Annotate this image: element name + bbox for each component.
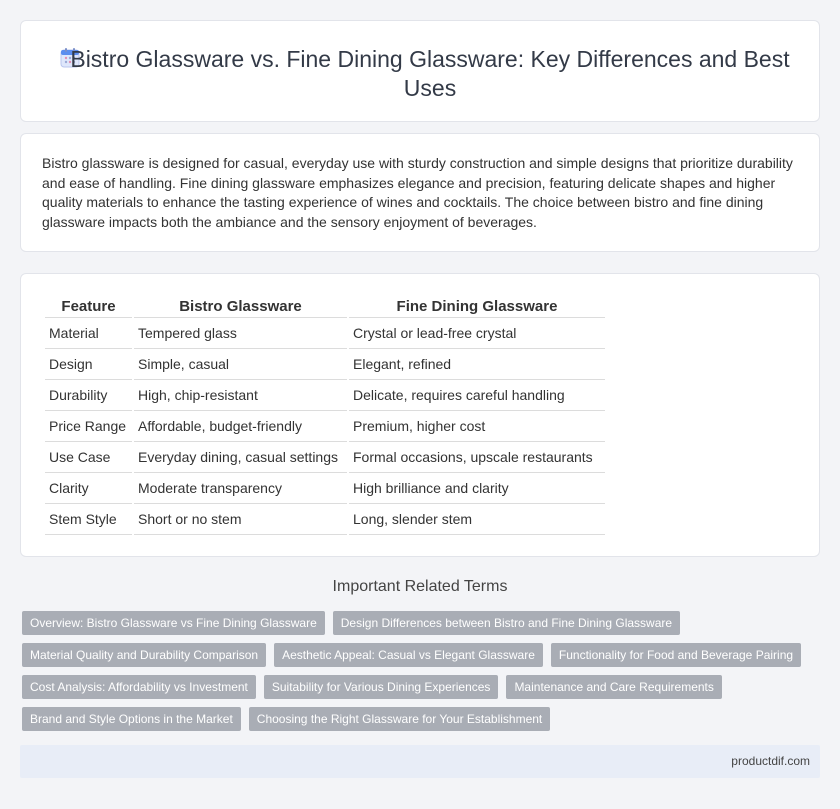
fine-dining-cell: Crystal or lead-free crystal bbox=[349, 318, 605, 349]
footer-bar bbox=[20, 745, 820, 778]
related-terms-list bbox=[22, 611, 802, 731]
related-term-tag[interactable]: Aesthetic Appeal: Casual vs Elegant Glassware bbox=[274, 643, 543, 667]
related-term-tag[interactable]: Functionality for Food and Beverage Pairing bbox=[551, 643, 801, 667]
feature-cell: Price Range bbox=[45, 411, 132, 442]
table-row bbox=[45, 473, 605, 504]
related-term-tag[interactable]: Choosing the Right Glassware for Your Establishment bbox=[249, 707, 551, 731]
title-card bbox=[20, 20, 820, 122]
bistro-cell: Tempered glass bbox=[134, 318, 347, 349]
related-term-tag[interactable]: Suitability for Various Dining Experiences bbox=[264, 675, 499, 699]
header-fine-dining: Fine Dining Glassware bbox=[349, 296, 605, 318]
feature-cell: Use Case bbox=[45, 442, 132, 473]
feature-cell: Clarity bbox=[45, 473, 132, 504]
fine-dining-cell: Premium, higher cost bbox=[349, 411, 605, 442]
table-header-row bbox=[45, 296, 605, 318]
related-term-tag[interactable]: Overview: Bistro Glassware vs Fine Dining Glassware bbox=[22, 611, 325, 635]
fine-dining-cell: Delicate, requires careful handling bbox=[349, 380, 605, 411]
table-row bbox=[45, 411, 605, 442]
fine-dining-cell: High brilliance and clarity bbox=[349, 473, 605, 504]
bistro-cell: High, chip-resistant bbox=[134, 380, 347, 411]
table-row bbox=[45, 349, 605, 380]
feature-cell: Durability bbox=[45, 380, 132, 411]
related-terms-heading: Important Related Terms bbox=[332, 578, 508, 595]
bistro-cell: Everyday dining, casual settings bbox=[134, 442, 347, 473]
bistro-cell: Moderate transparency bbox=[134, 473, 347, 504]
fine-dining-cell: Elegant, refined bbox=[349, 349, 605, 380]
related-term-tag[interactable]: Design Differences between Bistro and Fine Dining Glassware bbox=[333, 611, 680, 635]
intro-text: Bistro glassware is designed for casual, everyday use with sturdy construction and simple designs that prioritize durability and ease of handling. Fine dining glassware emphasizes elegance and precision, featuring delicate shapes and higher quality materials to enhance the tasting experience of wines and cocktails. The choice between bistro and fine dining glassware impacts both the ambiance and the sensory enjoyment of beverages. bbox=[42, 155, 793, 230]
bistro-cell: Short or no stem bbox=[134, 504, 347, 535]
feature-cell: Material bbox=[45, 318, 132, 349]
header-feature: Feature bbox=[45, 296, 132, 318]
comparison-table bbox=[43, 296, 607, 535]
fine-dining-cell: Formal occasions, upscale restaurants bbox=[349, 442, 605, 473]
page-title: Bistro Glassware vs. Fine Dining Glassware: Key Differences and Best Uses bbox=[70, 46, 790, 101]
comparison-card bbox=[20, 273, 820, 557]
feature-cell: Stem Style bbox=[45, 504, 132, 535]
table-row bbox=[45, 504, 605, 535]
related-term-tag[interactable]: Maintenance and Care Requirements bbox=[506, 675, 721, 699]
header-bistro: Bistro Glassware bbox=[134, 296, 347, 318]
site-link[interactable]: productdif.com bbox=[731, 754, 810, 768]
related-term-tag[interactable]: Cost Analysis: Affordability vs Investment bbox=[22, 675, 256, 699]
feature-cell: Design bbox=[45, 349, 132, 380]
related-term-tag[interactable]: Material Quality and Durability Comparison bbox=[22, 643, 266, 667]
table-row bbox=[45, 442, 605, 473]
intro-card bbox=[20, 133, 820, 252]
table-row bbox=[45, 380, 605, 411]
bistro-cell: Affordable, budget-friendly bbox=[134, 411, 347, 442]
bistro-cell: Simple, casual bbox=[134, 349, 347, 380]
related-term-tag[interactable]: Brand and Style Options in the Market bbox=[22, 707, 241, 731]
fine-dining-cell: Long, slender stem bbox=[349, 504, 605, 535]
table-row bbox=[45, 318, 605, 349]
